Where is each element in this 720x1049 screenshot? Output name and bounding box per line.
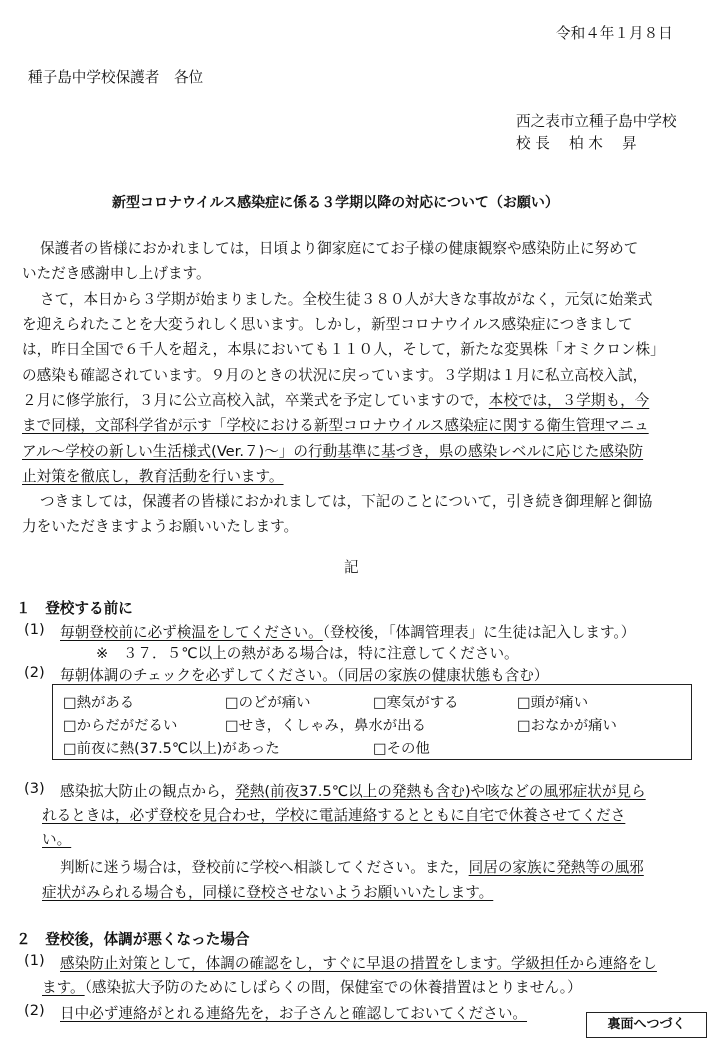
underlined-text: 毎朝登校前に必ず検温をしてください。 [60, 624, 323, 641]
sender-school: 西之表市立種子島中学校 [516, 113, 677, 130]
checklist-item: □その他 [373, 741, 430, 757]
item-1-3-para [60, 856, 644, 877]
item-number: (3) [24, 780, 45, 797]
checklist-item: □のどが痛い [225, 695, 311, 711]
body-line: は，昨日全国で６千人を超え，本県においても１１０人，そして，新たな変異株「オミクロン株」 [22, 341, 665, 358]
body-line: さて，本日から３学期が始まりました。全校生徒３８０人が大きな事故がなく，元気に始業式 [40, 291, 653, 308]
item-2-1: 感染防止対策として，体調の確認をし，すぐに早退の措置をします。学級担任から連絡をし [60, 955, 657, 972]
item-number: (2) [24, 664, 45, 681]
checklist-item: □おなかが痛い [517, 718, 617, 734]
item-1-2: 毎朝体調のチェックを必ずしてください。（同居の家族の健康状態も含む） [60, 667, 549, 684]
underlined-text: 同居の家族に発熱等の風邪 [468, 859, 644, 876]
underlined-text: ます。 [42, 979, 85, 996]
document-title: 新型コロナウイルス感染症に係る３学期以降の対応について（お願い） [112, 195, 559, 211]
recipient: 種子島中学校保護者 各位 [28, 69, 204, 86]
checklist-item: □寒気がする [373, 695, 459, 711]
body-line: 力をいただきますようお願いいたします。 [22, 518, 299, 535]
symptom-checklist [52, 684, 692, 760]
underlined-text: 発熱(前夜37.5℃以上の発熱も含む)や咳などの風邪症状が見ら [235, 783, 646, 800]
body-line: を迎えられたことを大変うれしく思います。しかし，新型コロナウイルス感染症につきまして [22, 316, 633, 333]
sender-principal: 校 長 柏 木 昇 [516, 135, 637, 152]
underlined-line: れるときは，必ず登校を見合わせ，学校に電話連絡するとともに自宅で休養させてくださ [42, 807, 626, 824]
item-1-1-note: ※ ３７．５℃以上の熱がある場合は，特に注意してください。 [96, 645, 519, 662]
continue-note: 裏面へつづく [586, 1012, 707, 1038]
item-number: (2) [24, 1002, 45, 1019]
checklist-item: □頭が痛い [517, 695, 589, 711]
section-2-heading: ２ 登校後，体調が悪くなった場合 [16, 931, 250, 948]
body-line: いただき感謝申し上げます。 [22, 265, 211, 282]
item-1-1 [60, 621, 635, 642]
section-1-heading: １ 登校する前に [16, 600, 133, 617]
checklist-item: □からだがだるい [63, 718, 178, 734]
body-text: （感染拡大予防のためにしばらくの間，保健室での休養措置はとりません。） [84, 979, 582, 996]
underlined-line: い。 [42, 831, 72, 848]
body-line: つきましては，保護者の皆様におかれましては，下記のことについて，引き続き御理解と御協 [40, 493, 653, 510]
item-1-3 [60, 780, 646, 801]
underlined-line: アル～学校の新しい生活様式(Ver.７)～」の行動基準に基づき，県の感染レベルに応じた感染防 [22, 443, 644, 460]
item-2-2: 日中必ず連絡がとれる連絡先を，お子さんと確認しておいてください。 [60, 1005, 528, 1022]
item-number: (1) [24, 952, 45, 969]
checklist-item: □前夜に熱(37.5℃以上)があった [63, 741, 280, 757]
body-text: （登校後，「体調管理表」に生徒は記入します。） [322, 624, 636, 641]
body-line: 保護者の皆様におかれましては，日頃より御家庭にてお子様の健康観察や感染防止に努めて [40, 240, 639, 257]
ki-marker: 記 [344, 559, 359, 576]
checklist-item: □せき，くしゃみ，鼻水が出る [225, 718, 426, 734]
body-text: 判断に迷う場合は，登校前に学校へ相談してください。また， [60, 859, 469, 876]
item-number: (1) [24, 621, 45, 638]
item-2-1-line2 [42, 976, 582, 997]
underlined-text: 本校では，３学期も，今 [488, 392, 650, 409]
checklist-item: □熱がある [63, 695, 135, 711]
body-text: 感染拡大防止の観点から， [60, 783, 236, 800]
underlined-line: 止対策を徹底し，教育活動を行います。 [22, 468, 284, 485]
body-line: の感染も確認されています。９月のときの状況に戻っています。３学期は１月に私立高校入試， [22, 367, 648, 384]
document-date: 令和４年１月８日 [556, 25, 673, 42]
body-line [22, 389, 649, 410]
body-text: ２月に修学旅行，３月に公立高校入試，卒業式を予定していますので， [22, 392, 489, 409]
underlined-line: まで同様，文部科学省が示す「学校における新型コロナウイルス感染症に関する衛生管理マニュ [22, 417, 649, 434]
underlined-line: 症状がみられる場合も，同様に登校させないようお願いいたします。 [42, 884, 494, 901]
